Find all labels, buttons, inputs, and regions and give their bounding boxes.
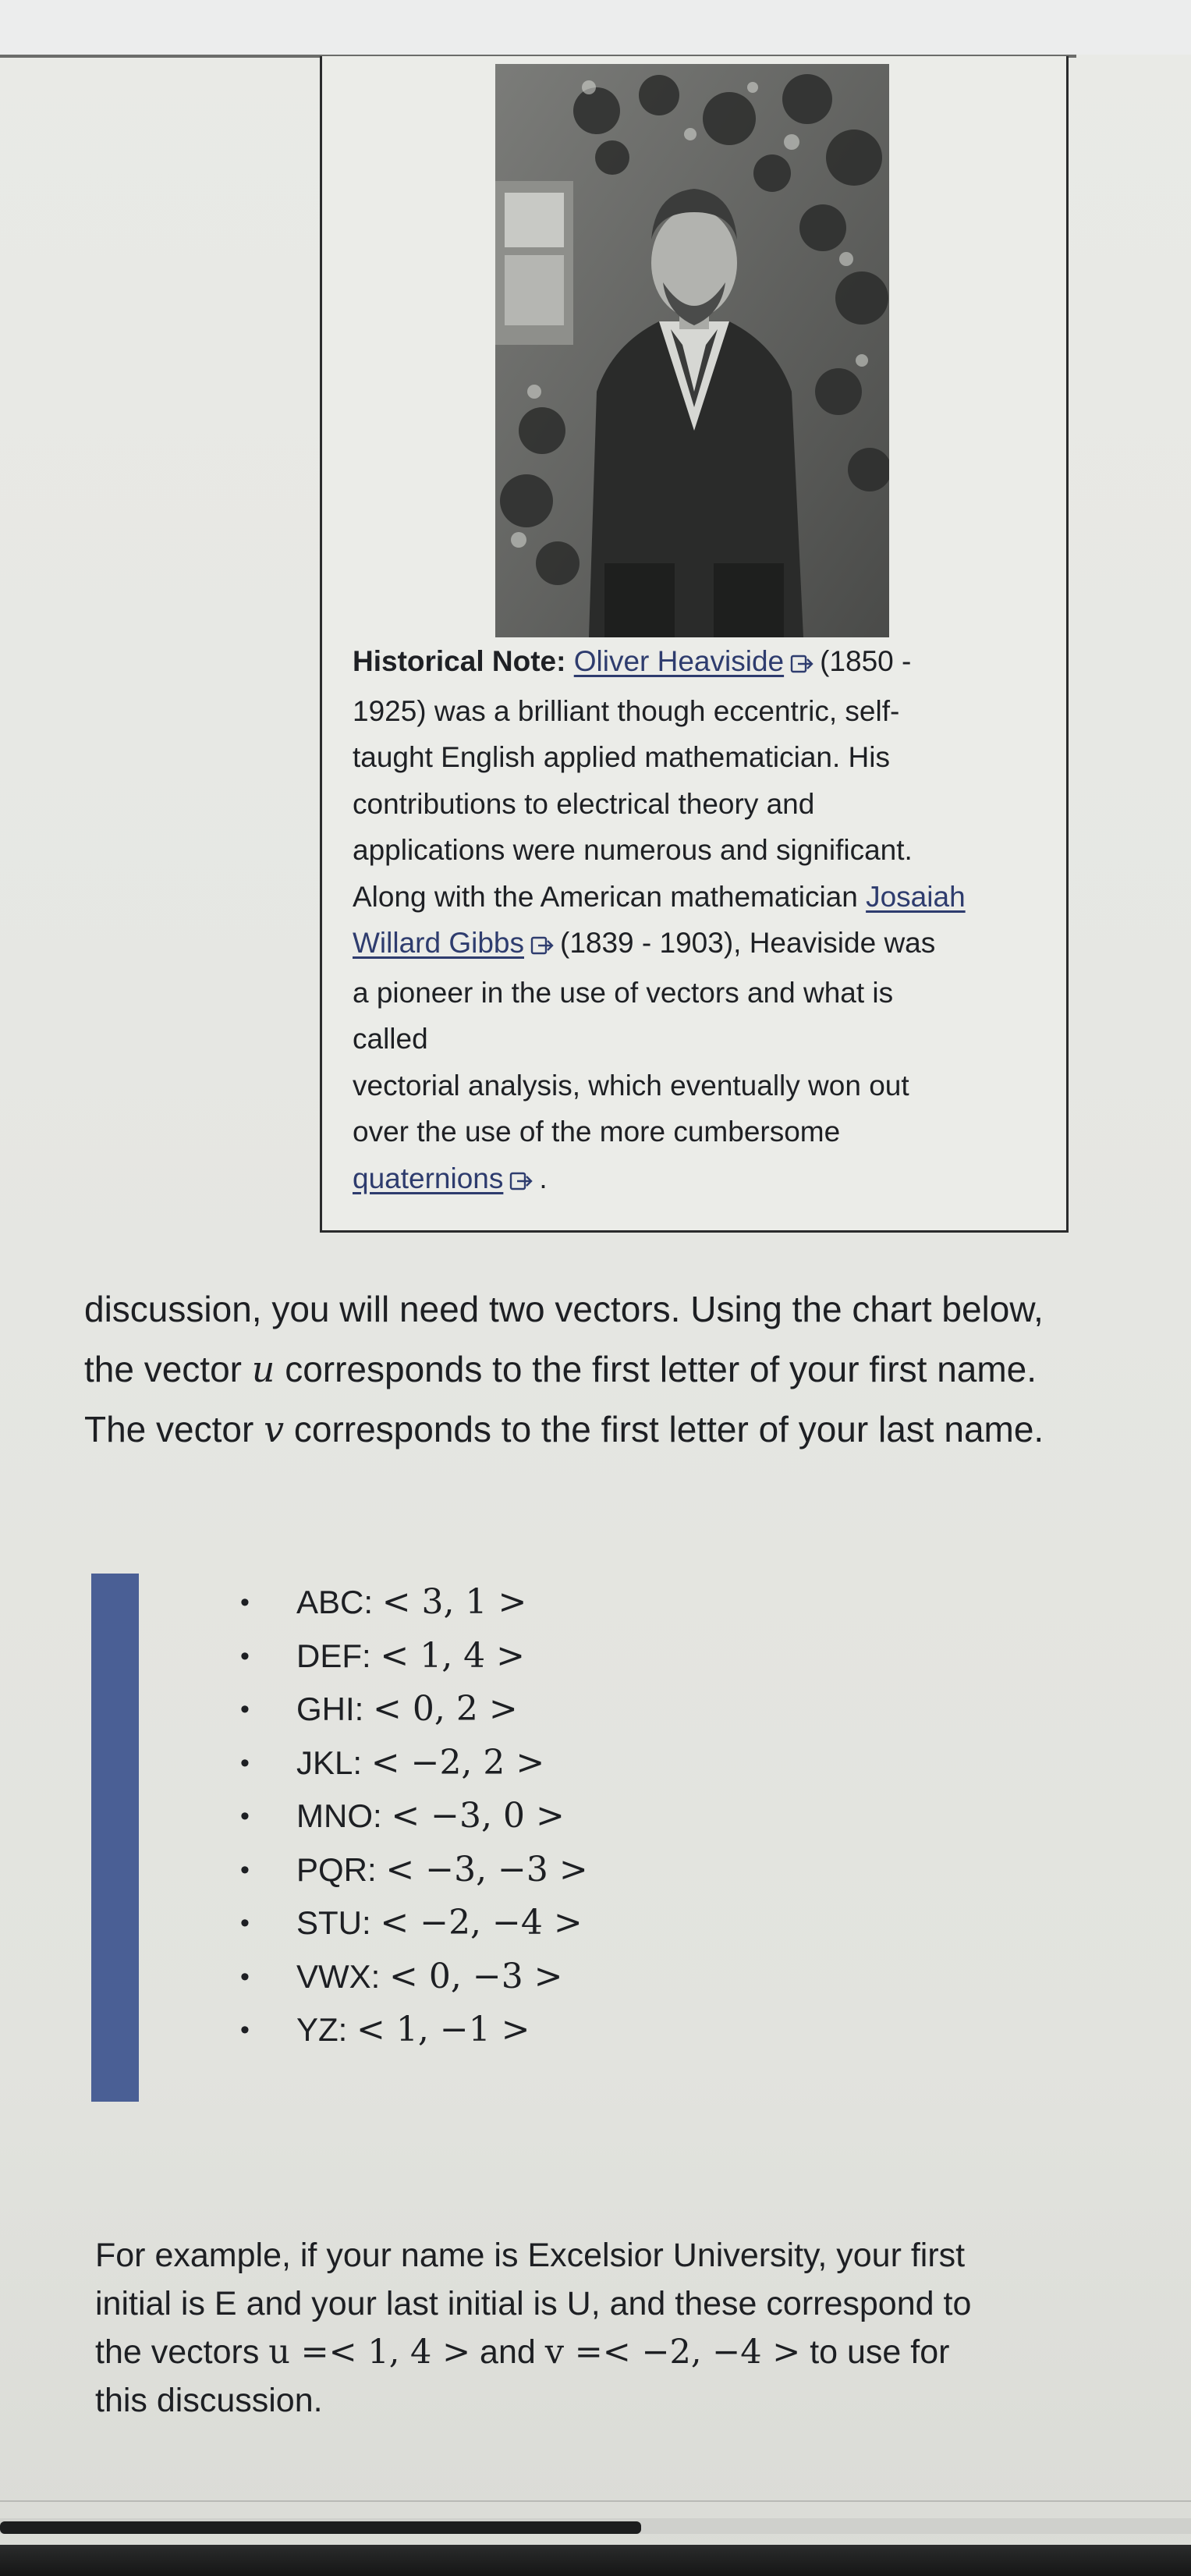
note-line-4: contributions to electrical theory and bbox=[353, 787, 815, 820]
vector-letter-group: JKL: bbox=[296, 1744, 371, 1781]
example-line-1: For example, if your name is Excelsior University, your first bbox=[95, 2237, 966, 2274]
note-colon: : bbox=[556, 645, 574, 677]
vector-list-item bbox=[240, 1950, 588, 2004]
bottom-divider bbox=[0, 2500, 1191, 2502]
vector-letter-group: DEF: bbox=[296, 1637, 381, 1674]
vector-chart-list bbox=[240, 1576, 588, 2057]
example-line-3 bbox=[95, 2328, 1172, 2376]
vector-value: < 0, −3 > bbox=[389, 1956, 563, 1996]
example-text-3b: and bbox=[470, 2333, 545, 2371]
callout-accent-bar bbox=[91, 1574, 139, 2102]
note-line-5: applications were numerous and significant. bbox=[353, 834, 913, 866]
vector-list-item bbox=[240, 1897, 588, 1950]
oliver-heaviside-link[interactable]: Oliver Heaviside bbox=[573, 645, 785, 677]
vector-list-item bbox=[240, 1683, 588, 1737]
vector-letter-group: VWX: bbox=[296, 1957, 390, 1995]
intro-text-2a: the vector bbox=[84, 1349, 252, 1389]
note-line-2: 1925) was a brilliant though eccentric, self- bbox=[353, 694, 900, 727]
vector-list-item bbox=[240, 1737, 588, 1790]
note-line-12 bbox=[353, 1155, 1055, 1205]
intro-line-2 bbox=[84, 1339, 1176, 1400]
external-link-icon bbox=[509, 1158, 534, 1205]
example-line-4: this discussion. bbox=[95, 2382, 323, 2419]
vector-value: < −2, 2 > bbox=[370, 1742, 545, 1783]
example-text-3a: the vectors bbox=[95, 2333, 269, 2371]
note-line-7 bbox=[353, 920, 1055, 970]
vector-list-item bbox=[240, 1790, 588, 1843]
horizontal-scrollbar-thumb[interactable] bbox=[0, 2521, 641, 2534]
heaviside-portrait-image bbox=[495, 64, 889, 637]
note-line-3: taught English applied mathematician. His bbox=[353, 741, 890, 773]
vector-value: < −3, 0 > bbox=[391, 1796, 565, 1836]
vector-u-symbol: u bbox=[251, 1348, 275, 1390]
vector-list-item bbox=[240, 1630, 588, 1684]
historical-note-label: Historical Note bbox=[353, 645, 557, 677]
vector-list-item bbox=[240, 2003, 588, 2057]
intro-text-3b: corresponds to the first letter of your last name. bbox=[284, 1409, 1044, 1449]
note-line-9: called bbox=[353, 1023, 428, 1055]
vector-value: < 0, 2 > bbox=[373, 1689, 518, 1729]
vector-value: < 3, 1 > bbox=[381, 1582, 527, 1622]
note-text-12: . bbox=[539, 1162, 548, 1194]
vector-value: < −3, −3 > bbox=[385, 1849, 588, 1889]
note-text-1: (1850 - bbox=[820, 645, 912, 677]
vector-value: < −2, −4 > bbox=[380, 1903, 583, 1943]
bullet-icon: • bbox=[240, 1801, 250, 1831]
vector-list-item bbox=[240, 1843, 588, 1897]
example-text-3c: to use for bbox=[800, 2333, 950, 2371]
example-u-expression: u =< 1, 4 > bbox=[268, 2333, 471, 2372]
bullet-icon: • bbox=[240, 2015, 250, 2045]
historical-note-text bbox=[353, 638, 1055, 1205]
vector-letter-group: STU: bbox=[296, 1904, 381, 1941]
quaternions-link[interactable]: quaternions bbox=[353, 1162, 504, 1194]
example-v-expression: v =< −2, −4 > bbox=[544, 2333, 801, 2372]
note-text-7: (1839 - 1903), Heaviside was bbox=[560, 927, 936, 959]
vector-v-symbol: v bbox=[264, 1408, 285, 1450]
note-text-6: Along with the American mathematician bbox=[353, 880, 867, 913]
note-line-11: over the use of the more cumbersome bbox=[353, 1116, 841, 1148]
bullet-icon: • bbox=[240, 1694, 250, 1724]
bullet-icon: • bbox=[240, 1747, 250, 1778]
vector-value: < 1, 4 > bbox=[380, 1635, 526, 1676]
willard-gibbs-link[interactable]: Willard Gibbs bbox=[353, 927, 524, 959]
example-line-2: initial is E and your last initial is U, and these correspond to bbox=[95, 2285, 972, 2322]
top-strip bbox=[0, 0, 1191, 55]
external-link-icon bbox=[790, 641, 815, 688]
vector-letter-group: MNO: bbox=[296, 1797, 392, 1834]
bullet-icon: • bbox=[240, 1641, 250, 1671]
vector-letter-group: GHI: bbox=[296, 1691, 374, 1727]
vector-letter-group: ABC: bbox=[296, 1584, 382, 1620]
intro-text-2b: corresponds to the first letter of your first name. bbox=[275, 1349, 1037, 1389]
vector-letter-group: PQR: bbox=[296, 1850, 386, 1888]
bullet-icon: • bbox=[240, 1854, 250, 1885]
vector-value: < 1, −1 > bbox=[356, 2010, 530, 2049]
assignment-instructions bbox=[84, 1279, 1176, 1460]
note-line-6 bbox=[353, 874, 1055, 921]
vector-letter-group: YZ: bbox=[296, 2011, 357, 2048]
vector-list-item bbox=[240, 1576, 588, 1630]
intro-text-3a: The vector bbox=[84, 1409, 264, 1449]
note-line-10: vectorial analysis, which eventually won out bbox=[353, 1069, 909, 1102]
note-line-8: a pioneer in the use of vectors and what is bbox=[353, 976, 894, 1009]
screen-bottom-edge bbox=[0, 2545, 1191, 2576]
bullet-icon: • bbox=[240, 1908, 250, 1938]
bullet-icon: • bbox=[240, 1961, 250, 1992]
bullet-icon: • bbox=[240, 1588, 250, 1617]
josaiah-link[interactable]: Josaiah bbox=[866, 880, 966, 913]
example-paragraph bbox=[95, 2231, 1172, 2425]
external-link-icon bbox=[530, 923, 555, 970]
intro-line-3 bbox=[84, 1400, 1176, 1460]
note-line-1 bbox=[353, 638, 1055, 688]
intro-line-1: discussion, you will need two vectors. Using the chart below, bbox=[84, 1289, 1044, 1329]
